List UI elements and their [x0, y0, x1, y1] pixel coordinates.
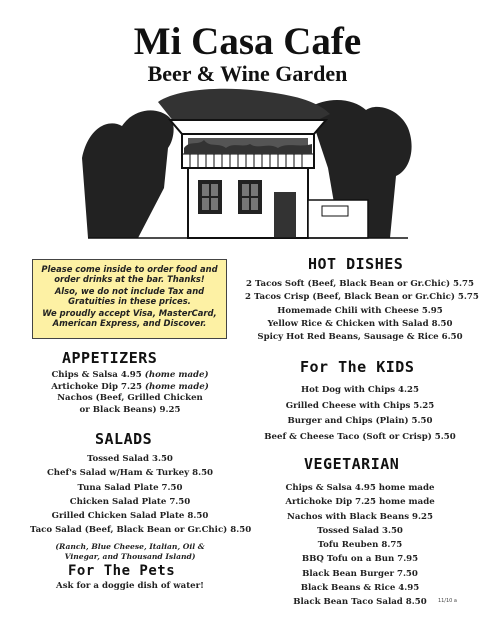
menu-item: Tossed Salad 3.50 — [87, 454, 173, 464]
notice-line: Please come inside to order food and order drinks at the bar. Thanks! — [41, 264, 218, 284]
menu-item: Chips & Salsa 4.95 home made — [285, 483, 435, 493]
menu-item: Beef & Cheese Taco (Soft or Crisp) 5.50 — [264, 431, 456, 442]
salads-heading: SALADS — [95, 430, 153, 448]
ordering-notice — [32, 259, 227, 339]
menu-item: BBQ Tofu on a Bun 7.95 — [301, 554, 419, 565]
menu-item: Nachos (Beef, Grilled Chicken — [57, 393, 203, 403]
pets-heading: For The Pets — [68, 563, 176, 579]
vegetarian-heading: VEGETARIAN — [304, 455, 400, 473]
menu-item: Hot Dog with Chips 4.25 — [301, 385, 419, 395]
menu-item: Tossed Salad 3.50 — [317, 525, 403, 536]
menu-item: Artichoke Dip 7.25 home made — [285, 497, 435, 508]
menu-item: Black Bean Taco Salad 8.50 — [293, 597, 427, 608]
dressings-note: (Ranch, Blue Cheese, Italian, Oil & Vinegar, and Thousand Island) — [55, 541, 205, 561]
kids-heading: For The KIDS — [300, 358, 415, 376]
menu-item: 2 Tacos Crisp (Beef, Black Bean or Gr.Chic) 5.75 — [245, 292, 479, 303]
menu-item: or Black Beans) 9.25 — [79, 404, 181, 415]
menu-item: Black Beans & Rice 4.95 — [300, 583, 420, 594]
menu-item: Tofu Reuben 8.75 — [317, 540, 403, 551]
cafe-title: Mi Casa Cafe — [133, 20, 362, 63]
menu-item: Artichoke Dip 7.25 (home made) — [51, 381, 209, 392]
menu-item: Tuna Salad Plate 7.50 — [77, 482, 183, 493]
cafe-subtitle: Beer & Wine Garden — [147, 61, 348, 86]
footer-code: 11/10 a — [437, 598, 457, 604]
menu-item: Nachos with Black Beans 9.25 — [287, 511, 433, 522]
hot-dishes-heading: HOT DISHES — [308, 255, 404, 273]
house-illustration — [78, 88, 418, 248]
notice-line: Also, we do not include Tax and Gratuities in these prices. — [54, 286, 205, 306]
menu-item: Taco Salad (Beef, Black Bean or Gr.Chic) 8.50 — [30, 525, 252, 536]
vegetarian-list — [245, 481, 475, 610]
menu-item: Homemade Chili with Cheese 5.95 — [277, 305, 443, 316]
menu-item: Chips & Salsa 4.95 (home made) — [51, 370, 209, 380]
appetizers-heading: APPETIZERS — [62, 349, 158, 367]
menu-item: Grilled Chicken Salad Plate 8.50 — [51, 511, 209, 522]
pets-text: Ask for a doggie dish of water! — [56, 581, 204, 591]
menu-item: Chicken Salad Plate 7.50 — [69, 496, 191, 507]
menu-item: Grilled Cheese with Chips 5.25 — [285, 400, 435, 411]
kids-list — [245, 383, 475, 445]
menu-item: Burger and Chips (Plain) 5.50 — [287, 416, 433, 426]
notice-line: We proudly accept Visa, MasterCard, American Express, and Discover. — [42, 308, 217, 328]
menu-item: 2 Tacos Soft (Beef, Black Bean or Gr.Chic) 5.75 — [246, 279, 474, 289]
menu-item: Spicy Hot Red Beans, Sausage & Rice 6.50 — [257, 332, 463, 343]
appetizers-list — [30, 370, 230, 416]
hot-dishes-list — [245, 278, 479, 344]
menu-item: Black Bean Burger 7.50 — [302, 568, 418, 579]
menu-item: Chef's Salad w/Ham & Turkey 8.50 — [46, 468, 214, 479]
salads-list — [30, 452, 252, 562]
menu-item: Yellow Rice & Chicken with Salad 8.50 — [267, 318, 453, 329]
